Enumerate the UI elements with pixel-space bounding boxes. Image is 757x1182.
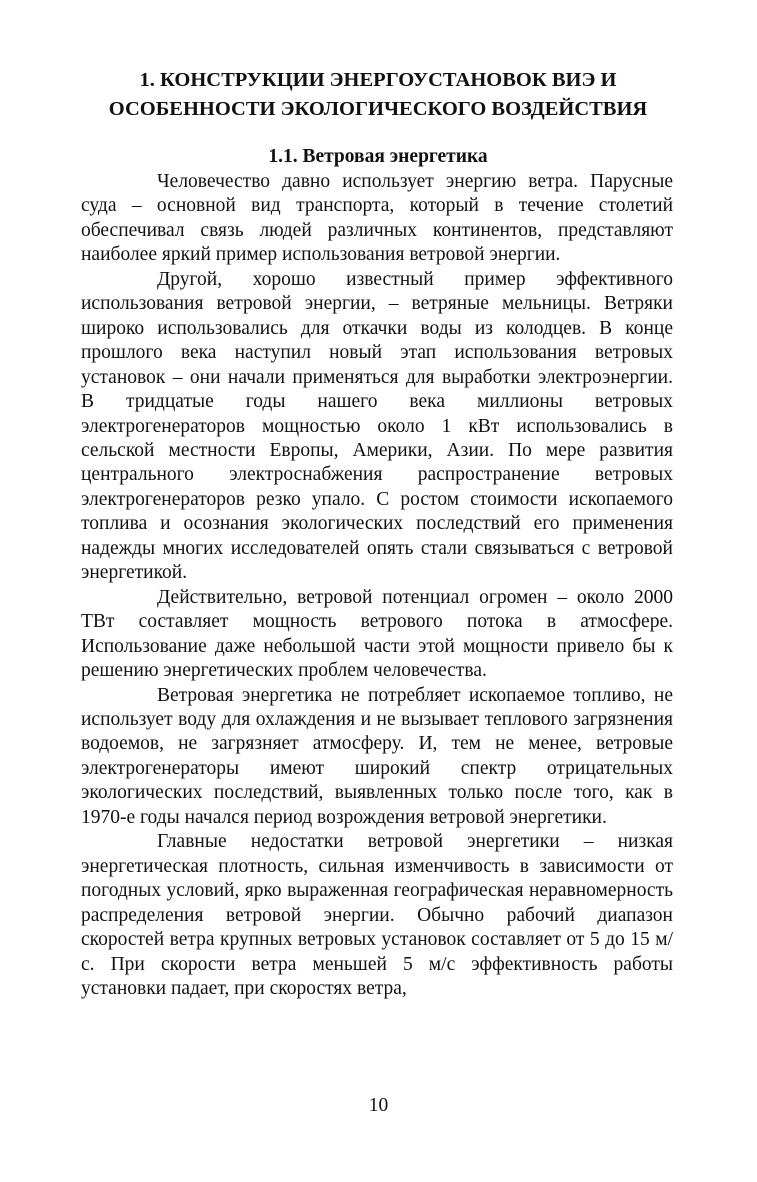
body-text (81, 170, 673, 1001)
page-number: 10 (368, 1095, 389, 1116)
paragraph-2: Другой, хорошо известный пример эффективного использования ветровой энергии, – ветряные мельницы. Ветряки широко использовались для откачки воды из колодцев. В конце прошлого века наступил новый этап использования ветровых установок – они начали применяться для выработки электроэнергии. В тридцатые годы нашего века миллионы ветровых электрогенераторов мощностью около 1 кВт использовались в сельской местности Европы, Америки, Азии. По мере развития центрального электроснабжения распространение ветровых электрогенераторов резко упало. С ростом стоимости ископаемого топлива и осознания экологических последствий его применения надежды многих исследователей опять стали связываться с ветровой энергетикой. (81, 268, 673, 584)
section-title: 1.1. Ветровая энергетика (268, 146, 488, 167)
chapter-title: 1. КОНСТРУКЦИИ ЭНЕРГОУСТАНОВОК ВИЭ И ОСОБЕННОСТИ ЭКОЛОГИЧЕСКОГО ВОЗДЕЙСТВИЯ (108, 69, 648, 120)
paragraph-1: Человечество давно использует энергию ветра. Парусные суда – основной вид транспорта, который в течение столетий обеспечивал связь людей различных континентов, представляют наиболее яркий пример использования ветровой энергии. (81, 171, 673, 266)
paragraph-5: Главные недостатки ветровой энергетики – низкая энергетическая плотность, сильная изменчивость в зависимости от погодных условий, ярко выраженная географическая неравномерность распределения ветровой энергии. Обычно рабочий диапазон скоростей ветра крупных ветровых установок составляет от 5 до 15 м/с. При скорости ветра меньшей 5 м/с эффективность работы установки падает, при скоростях ветра, (81, 831, 673, 999)
paragraph-3: Действительно, ветровой потенциал огромен – около 2000 ТВт составляет мощность ветрового потока в атмосфере. Использование даже небольшой части этой мощности привело бы к решению энергетических проблем человечества. (81, 586, 673, 682)
paragraph-4: Ветровая энергетика не потребляет ископаемое топливо, не использует воду для охлаждения и не вызывает теплового загрязнения водоемов, не загрязняет атмосферу. И, тем не менее, ветровые электрогенераторы имеют широкий спектр отрицательных экологических последствий, выявленных только после того, как в 1970-е годы начался период возрождения ветровой энергетики. (81, 684, 673, 828)
